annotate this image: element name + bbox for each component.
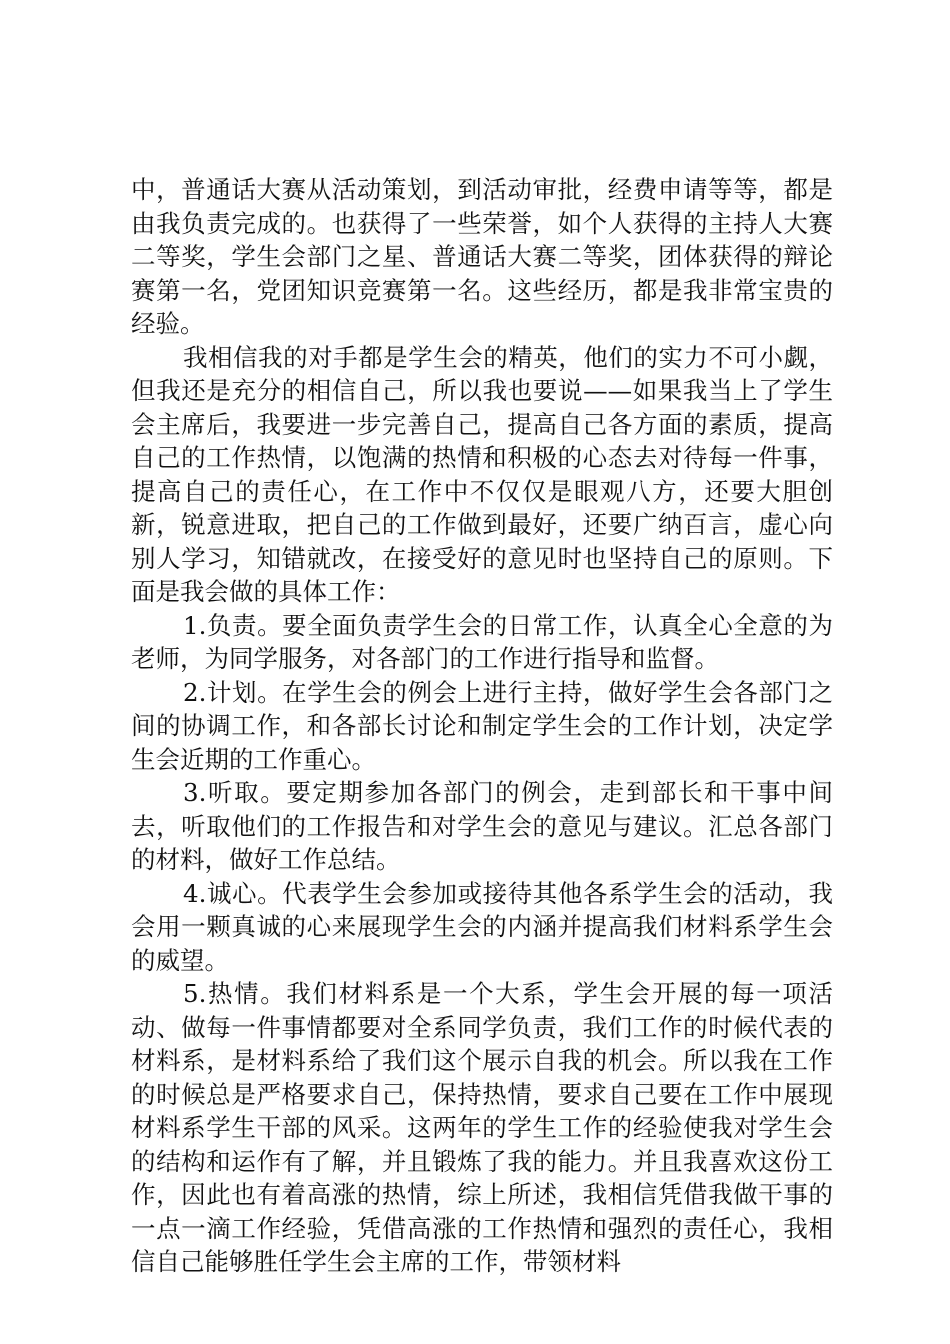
list-item-enthusiasm: 5.热情。我们材料系是一个大系，学生会开展的每一项活动、做每一件事情都要对全系同学负责，我们工作的时候代表的材料系，是材料系给了我们这个展示自我的机会。所以我在工作的时候总是严格要求自己，保持热情，要求自己要在工作中展现材料系学生干部的风采。这两年的学生工作的经验使我对学生会的结构和运作有了解，并且锻炼了我的能力。并且我喜欢这份工作，因此也有着高涨的热情，综上所述，我相信凭借我做干事的一点一滴工作经验，凭借高涨的工作热情和强烈的责任心，我相信自己能够胜任学生会主席的工作，带领材料: [131, 979, 833, 1276]
list-item-listening: 3.听取。要定期参加各部门的例会，走到部长和干事中间去，听取他们的工作报告和对学生会的意见与建议。汇总各部门的材料，做好工作总结。: [131, 778, 833, 874]
paragraph-continued: 中，普通话大赛从活动策划，到活动审批，经费申请等等，都是由我负责完成的。也获得了一些荣誉，如个人获得的主持人大赛二等奖，学生会部门之星、普通话大赛二等奖，团体获得的辩论赛第一名，党团知识竞赛第一名。这些经历，都是我非常宝贵的经验。: [131, 175, 833, 338]
list-item-sincerity: 4.诚心。代表学生会参加或接待其他各系学生会的活动，我会用一颗真诚的心来展现学生会的内涵并提高我们材料系学生会的威望。: [131, 878, 833, 975]
document-body: [131, 173, 833, 1279]
paragraph-commitment: 我相信我的对手都是学生会的精英，他们的实力不可小觑，但我还是充分的相信自己，所以我也要说——如果我当上了学生会主席后，我要进一步完善自己，提高自己各方面的素质，提高自己的工作热情，以饱满的热情和积极的心态去对待每一件事，提高自己的责任心，在工作中不仅仅是眼观八方，还要大胆创新，锐意进取，把自己的工作做到最好，还要广纳百言，虚心向别人学习，知错就改，在接受好的意见时也坚持自己的原则。下面是我会做的具体工作：: [131, 342, 833, 606]
list-item-responsibility: 1.负责。要全面负责学生会的日常工作，认真全心全意的为老师，为同学服务，对各部门的工作进行指导和监督。: [131, 610, 833, 673]
list-item-planning: 2.计划。在学生会的例会上进行主持，做好学生会各部门之间的协调工作，和各部长讨论和制定学生会的工作计划，决定学生会近期的工作重心。: [131, 677, 833, 774]
